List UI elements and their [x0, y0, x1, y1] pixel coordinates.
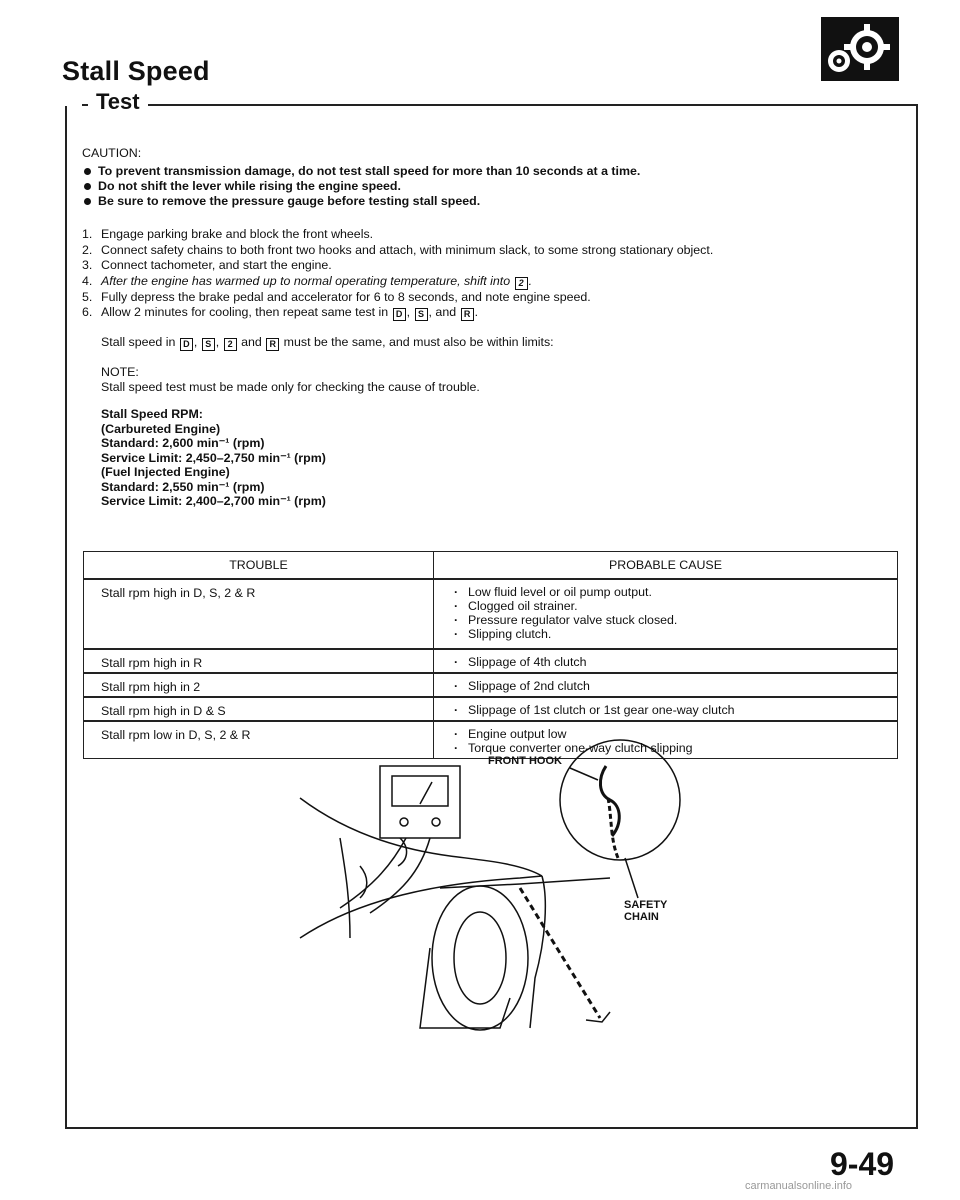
table-row: Stall rpm high in D, S, 2 & R · Low fluid level or oil pump output. · Clogged oil strainer. · Pressure regulator valve stuck closed. · Slipping clutch.: [84, 579, 898, 649]
gear-box-d: D: [180, 338, 193, 351]
transmission-gear-icon: [821, 17, 899, 81]
gear-box-s: S: [415, 308, 428, 321]
gear-box-2: 2: [515, 277, 528, 290]
caution-list: [82, 164, 902, 209]
troubleshooting-table: [83, 551, 898, 759]
page-number: 9-49: [830, 1146, 895, 1182]
section-title: Test: [88, 89, 148, 115]
gear-box-r: R: [461, 308, 474, 321]
step-item: 6. Allow 2 minutes for cooling, then repeat same test in D , S , and R .: [82, 305, 479, 319]
gear-box-d: D: [393, 308, 406, 321]
step-item: 3. Connect tachometer, and start the engine.: [82, 258, 332, 272]
note-text: Stall speed test must be made only for checking the cause of trouble.: [101, 380, 480, 394]
step-item: 1. Engage parking brake and block the front wheels.: [82, 227, 374, 241]
gear-box-2: 2: [224, 338, 237, 351]
procedure-steps: [82, 227, 902, 321]
caution-item: To prevent transmission damage, do not test stall speed for more than 10 seconds at a time.: [82, 164, 902, 179]
gear-box-s: S: [202, 338, 215, 351]
watermark: carmanualsonline.info: [745, 1180, 853, 1192]
note-block: [101, 365, 902, 395]
front-hook-label: FRONT HOOK: [488, 755, 562, 767]
table-row: Stall rpm high in D & S · Slippage of 1st clutch or 1st gear one-way clutch: [84, 697, 898, 721]
step-item: 2. Connect safety chains to both front two hooks and attach, with minimum slack, to some strong stationary object.: [82, 242, 714, 257]
safety-chain-illustration: [280, 738, 700, 1038]
safety-chain-label: SAFETY: [624, 899, 668, 911]
caution-heading: CAUTION:: [82, 146, 142, 160]
stall-speed-paragraph: Stall speed in D , S , 2 and R must be the same, and must also be within limits:: [101, 335, 554, 349]
table-row: Stall rpm high in 2 · Slippage of 2nd clutch: [84, 673, 898, 697]
spec-block: Stall Speed RPM: (Carbureted Engine) Standard: 2,600 min⁻¹ (rpm) Service Limit: 2,450–2,750 min⁻¹ (rpm) (Fuel Injected Engine) Standard: 2,550 min⁻¹ (rpm) Service Limit: 2,400–2,700 min⁻¹ (rpm): [101, 407, 326, 508]
table-header-cause: PROBABLE CAUSE: [434, 552, 898, 580]
table-row: Stall rpm low in D, S, 2 & R · Engine output low · Torque converter one-way clutch slipping: [84, 721, 898, 759]
safety-chain-label: CHAIN: [624, 911, 659, 923]
step-item: 4. After the engine has warmed up to normal operating temperature, shift into 2 .: [82, 273, 533, 288]
note-heading: NOTE:: [101, 365, 139, 379]
caution-item: Be sure to remove the pressure gauge before testing stall speed.: [82, 194, 902, 209]
procedure-content: [82, 146, 902, 509]
caution-item: Do not shift the lever while rising the engine speed.: [82, 179, 902, 194]
table-header-trouble: TROUBLE: [84, 552, 434, 580]
step-item: 5. Fully depress the brake pedal and accelerator for 6 to 8 seconds, and note engine speed.: [82, 289, 591, 304]
table-row: Stall rpm high in R · Slippage of 4th clutch: [84, 649, 898, 673]
gear-box-r: R: [266, 338, 279, 351]
page-title: Stall Speed: [62, 56, 210, 86]
